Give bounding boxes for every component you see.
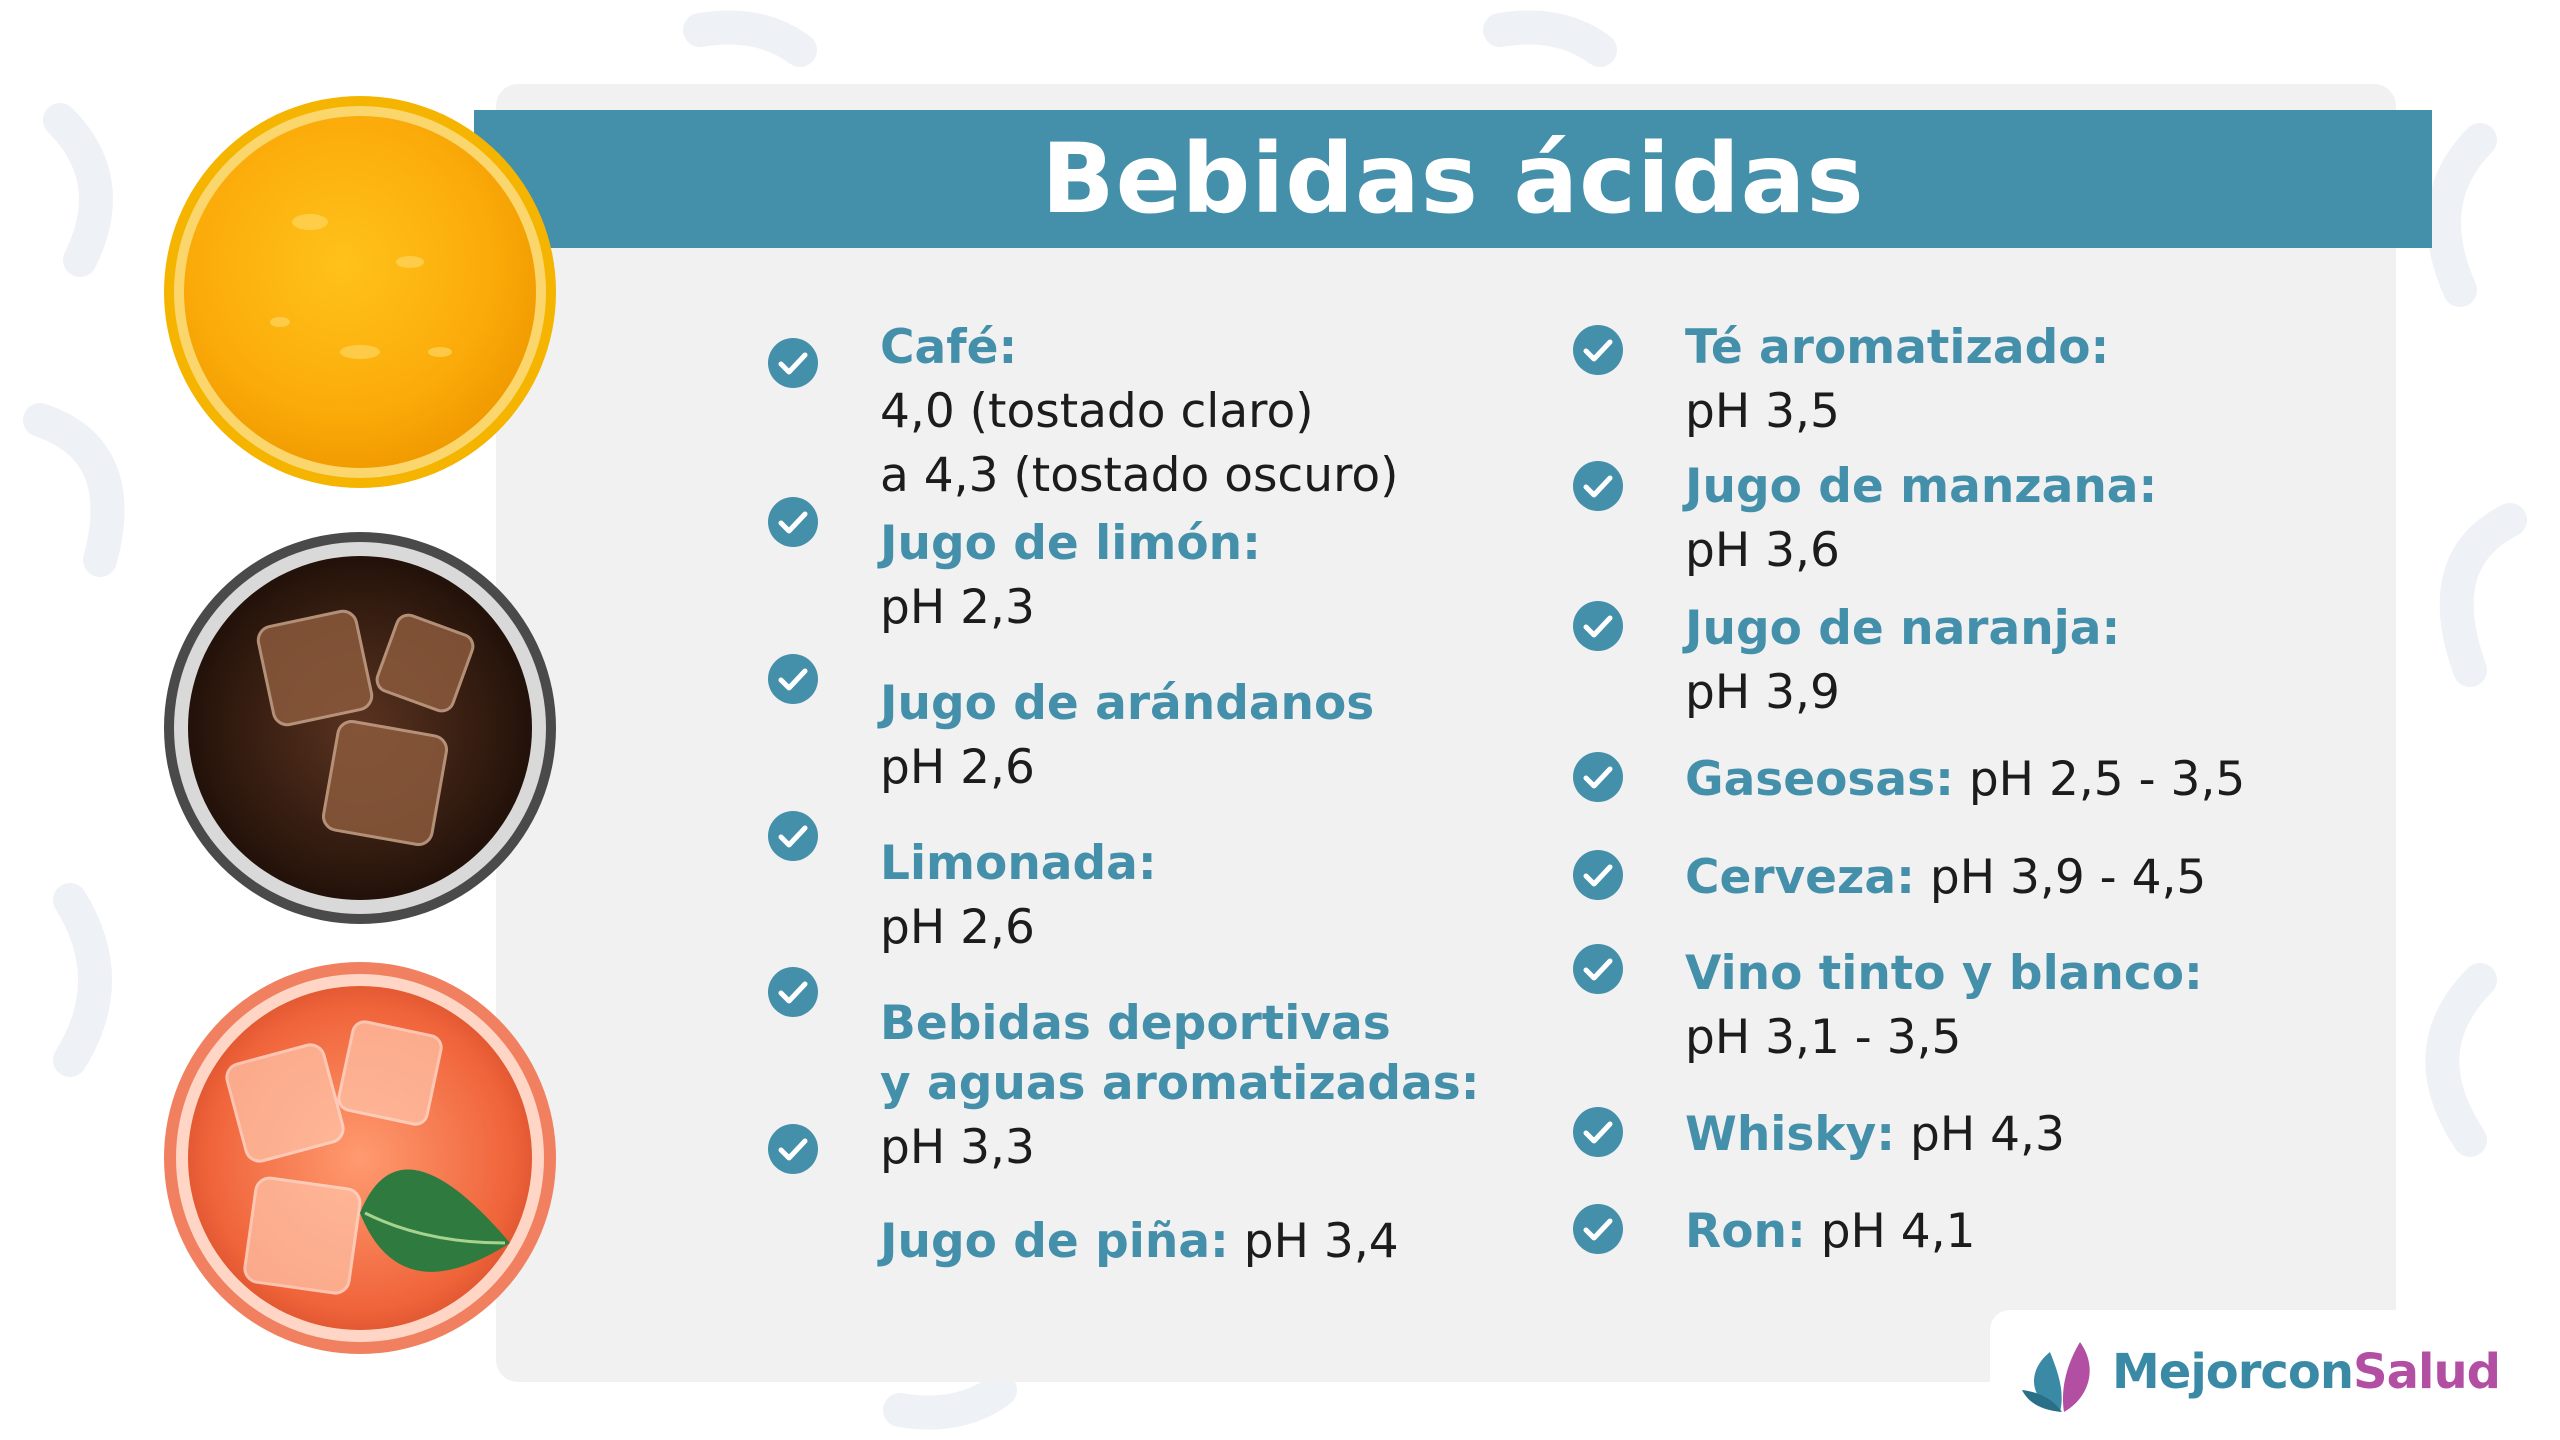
content-card: [496, 84, 2396, 1382]
title-banner: [474, 110, 2432, 248]
item-label: Limonada:: [880, 836, 1157, 891]
item-label: Té aromatizado:: [1685, 320, 2110, 375]
check-circle-icon: [1573, 944, 1623, 994]
item-label: Whisky:: [1685, 1107, 1896, 1162]
cola-glass: [160, 528, 560, 928]
list-item-cerveza: [1685, 846, 2206, 910]
check-circle-icon: [768, 338, 818, 388]
logo-leaf-icon: [2020, 1332, 2106, 1418]
item-label: Jugo de naranja:: [1685, 601, 2121, 656]
list-item-jugo-naranja: [1685, 597, 2120, 725]
item-value: pH 3,3: [880, 1120, 1035, 1175]
check-circle-icon: [1573, 752, 1623, 802]
list-item-jugo-pina: [880, 1210, 1399, 1274]
check-circle-icon: [768, 654, 818, 704]
check-circle-icon: [1573, 601, 1623, 651]
item-value: pH 3,4: [1228, 1214, 1399, 1269]
item-value: pH 3,1 - 3,5: [1685, 1010, 1962, 1065]
check-circle-icon: [1573, 461, 1623, 511]
item-label: Café:: [880, 320, 1018, 375]
list-item-gaseosas: [1685, 748, 2245, 812]
check-circle-icon: [1573, 1107, 1623, 1157]
item-label: Cerveza:: [1685, 850, 1915, 905]
red-drink-glass: [160, 958, 570, 1358]
item-value: pH 2,6: [880, 740, 1035, 795]
list-item-limonada: [880, 832, 1157, 960]
item-label: Bebidas deportivas: [880, 996, 1391, 1051]
list-item-cafe: [880, 316, 1398, 508]
check-circle-icon: [1573, 325, 1623, 375]
check-circle-icon: [1573, 1204, 1623, 1254]
item-value: pH 2,3: [880, 580, 1035, 635]
item-value: pH 3,6: [1685, 523, 1840, 578]
list-item-ron: [1685, 1200, 1976, 1264]
list-item-te-aromatizado: [1685, 316, 2109, 444]
item-value: pH 4,3: [1895, 1107, 2065, 1162]
check-circle-icon: [768, 497, 818, 547]
check-circle-icon: [1573, 850, 1623, 900]
list-item-bebidas-deportivas: [880, 994, 1480, 1114]
item-label: Ron:: [1685, 1204, 1806, 1259]
list-item-jugo-arandanos: [880, 672, 1374, 800]
item-value: pH 4,1: [1805, 1204, 1976, 1259]
check-circle-icon: [768, 811, 818, 861]
item-value: pH 2,6: [880, 900, 1035, 955]
list-item-vino: [1685, 942, 2203, 1070]
check-circle-icon: [768, 1124, 818, 1174]
item-label: Jugo de limón:: [880, 516, 1261, 571]
item-value: pH 3,9 - 4,5: [1914, 850, 2207, 905]
list-item-jugo-manzana: [1685, 455, 2157, 583]
list-item-whisky: [1685, 1103, 2065, 1167]
item-label: Jugo de manzana:: [1685, 459, 2158, 514]
page-title: Bebidas ácidas: [1041, 123, 1865, 235]
item-label: Jugo de piña:: [880, 1214, 1229, 1269]
brand-logo: [1990, 1310, 2500, 1440]
check-circle-icon: [768, 967, 818, 1017]
list-item-jugo-limon: [880, 512, 1261, 640]
logo-text: MejorconSalud: [2112, 1344, 2500, 1400]
item-value: pH 3,9: [1685, 665, 1840, 720]
item-value: 4,0 (tostado claro): [880, 384, 1314, 439]
item-label: Vino tinto y blanco:: [1685, 946, 2203, 1001]
item-label: y aguas aromatizadas:: [880, 1056, 1480, 1111]
item-label: Jugo de arándanos: [880, 676, 1375, 731]
item-value: pH 3,5: [1685, 384, 1840, 439]
item-value: a 4,3 (tostado oscuro): [880, 448, 1399, 503]
item-value: pH 2,5 - 3,5: [1953, 752, 2246, 807]
orange-juice-glass: [160, 92, 560, 492]
item-label: Gaseosas:: [1685, 752, 1954, 807]
